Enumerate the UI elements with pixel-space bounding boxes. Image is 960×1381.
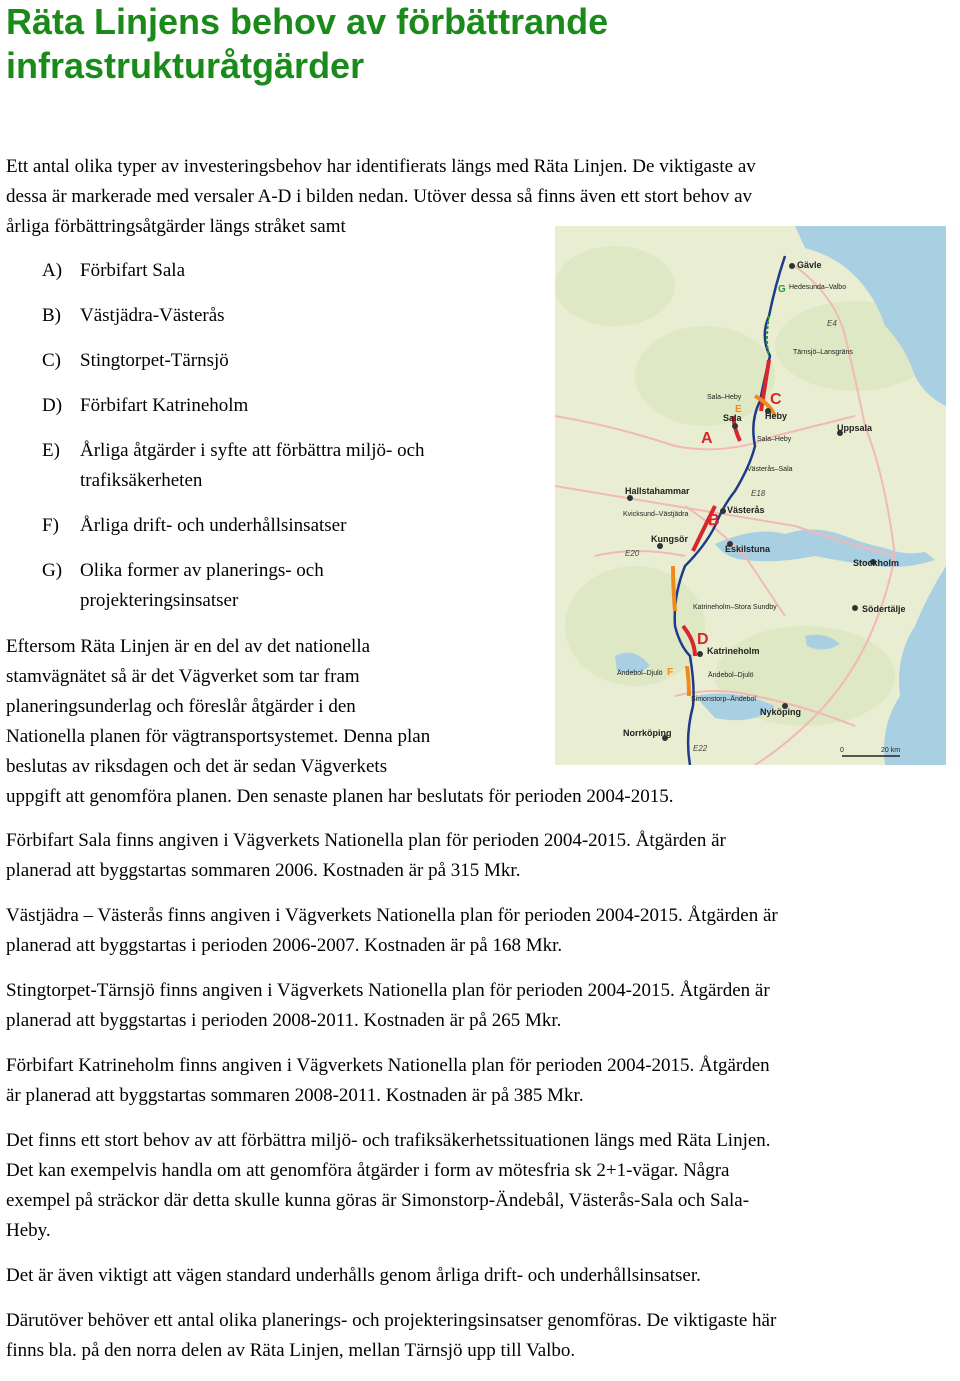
paragraph xyxy=(6,1261,956,1291)
label-salaheby-top: Sala–Heby xyxy=(707,394,742,401)
label-tarnsjo: Tärnsjö–Lansgräns xyxy=(793,349,853,356)
label-gavle: Gävle xyxy=(797,260,822,270)
list-text: Årliga åtgärder i syfte att förbättra miljö- och xyxy=(80,440,425,461)
road-e4: E4 xyxy=(827,319,837,328)
list-item xyxy=(42,256,522,286)
list-item xyxy=(42,346,522,376)
paragraph xyxy=(6,1306,956,1366)
paragraph-line: Stingtorpet-Tärnsjö finns angiven i Vägverkets Nationella plan för perioden 2004-2015. Åtgärden är xyxy=(6,980,770,1001)
label-simonstorp: Simonstorp–Ändebol xyxy=(691,696,756,703)
paragraph-line: Förbifart Sala finns angiven i Vägverkets Nationella plan för perioden 2004-2015. Åtgärden är xyxy=(6,830,726,851)
paragraph-line: Förbifart Katrineholm finns angiven i Vägverkets Nationella plan för perioden 2004-2015. Åtgärden xyxy=(6,1055,770,1076)
label-hallstahammar: Hallstahammar xyxy=(625,486,690,496)
paragraph-line: beslutas av riksdagen och det är sedan Vägverkets xyxy=(6,756,388,777)
label-katrineholm: Katrineholm xyxy=(707,646,760,656)
paragraph-line: planerad att byggstartas i perioden 2006-2007. Kostnaden är på 168 Mkr. xyxy=(6,935,563,956)
measures-list xyxy=(42,256,522,631)
list-text: Stingtorpet-Tärnsjö xyxy=(80,350,229,371)
list-letter: E) xyxy=(42,440,60,461)
list-item xyxy=(42,511,522,541)
label-eskilstuna: Eskilstuna xyxy=(725,544,771,554)
list-item xyxy=(42,391,522,421)
paragraph-line: stamvägnätet så är det Vägverket som tar fram xyxy=(6,666,360,687)
paragraph xyxy=(6,1126,956,1246)
label-sodertalje: Södertälje xyxy=(862,604,906,614)
list-text: Förbifart Katrineholm xyxy=(80,395,249,416)
label-hedesunda: Hedesunda–Valbo xyxy=(789,284,847,291)
paragraph-line: Nationella planen för vägtransportsystemet. Denna plan xyxy=(6,726,431,747)
label-andebol-djulo: Ändebol–Djulö xyxy=(617,670,663,677)
label-andebol-djulo2: Ändebol–Djulö xyxy=(708,672,754,679)
list-text: Årliga drift- och underhållsinsatser xyxy=(80,515,347,536)
label-vasteras: Västerås xyxy=(727,505,765,515)
list-letter: G) xyxy=(42,560,63,581)
scale-twenty: 20 km xyxy=(881,747,901,754)
label-kvicksund: Kvicksund–Västjädra xyxy=(623,511,689,518)
road-e18: E18 xyxy=(751,489,766,498)
list-letter: D) xyxy=(42,395,63,416)
route-map-svg xyxy=(555,226,946,765)
list-item xyxy=(42,301,522,331)
segment-f xyxy=(687,666,689,696)
marker-e: E xyxy=(735,404,742,415)
label-stockholm: Stockholm xyxy=(853,558,900,568)
body-paragraphs xyxy=(6,826,956,1381)
paragraph-line: Det kan exempelvis handla om att genomföra åtgärder i form av mötesfria sk 2+1-vägar. Några xyxy=(6,1160,730,1181)
paragraph-line: Heby. xyxy=(6,1220,51,1241)
paragraph-line: planerad att byggstartas i perioden 2008-2011. Kostnaden är på 265 Mkr. xyxy=(6,1010,562,1031)
title-line-1: Räta Linjens behov av förbättrande xyxy=(6,1,609,42)
paragraph-line: uppgift att genomföra planen. Den senaste planen har beslutats för perioden 2004-2015. xyxy=(6,786,674,807)
paragraph-line: Västjädra – Västerås finns angiven i Vägverkets Nationella plan för perioden 2004-2015. Åtgärden är xyxy=(6,905,778,926)
route-map xyxy=(555,226,946,765)
label-nykoping: Nyköping xyxy=(760,707,802,717)
list-text: Olika former av planerings- och xyxy=(80,560,324,581)
title-line-2: infrastrukturåtgärder xyxy=(6,45,365,86)
label-kungsor: Kungsör xyxy=(651,534,688,544)
road-e20: E20 xyxy=(625,549,640,558)
list-letter: B) xyxy=(42,305,61,326)
marker-d: D xyxy=(697,631,709,648)
marker-f: F xyxy=(667,667,674,678)
paragraph-line: Eftersom Räta Linjen är en del av det nationella xyxy=(6,636,371,657)
intro-line: årliga förbättringsåtgärder längs stråket samt xyxy=(6,216,346,237)
list-letter: C) xyxy=(42,350,61,371)
paragraph-line: exempel på sträckor där detta skulle kunna göras är Simonstorp-Ändebål, Västerås-Sala och Sala- xyxy=(6,1190,750,1211)
marker-b: B xyxy=(708,512,720,529)
paragraph-line: planerad att byggstartas sommaren 2006. Kostnaden är på 315 Mkr. xyxy=(6,860,521,881)
paragraph xyxy=(6,901,956,961)
label-salaheby-g: Sala–Heby xyxy=(757,436,792,443)
paragraph xyxy=(6,976,956,1036)
paragraph-line: finns bla. på den norra delen av Räta Linjen, mellan Tärnsjö upp till Valbo. xyxy=(6,1340,576,1361)
paragraph xyxy=(6,1051,956,1111)
segment-e xyxy=(673,566,675,611)
paragraph-line: Det finns ett stort behov av att förbättra miljö- och trafiksäkerhetssituationen längs med Räta Linjen. xyxy=(6,1130,771,1151)
label-sala: Sala xyxy=(723,413,742,423)
list-text: projekteringsinsatser xyxy=(80,590,239,611)
list-item xyxy=(42,556,522,616)
label-katrineholm-sundby: Katrineholm–Stora Sundby xyxy=(693,604,777,611)
page-title xyxy=(6,0,946,88)
list-letter: A) xyxy=(42,260,63,281)
paragraph xyxy=(6,826,956,886)
list-text: Västjädra-Västerås xyxy=(80,305,225,326)
label-norrkoping: Norrköping xyxy=(623,728,672,738)
scale-zero: 0 xyxy=(840,747,844,754)
marker-a: A xyxy=(701,430,713,447)
list-item xyxy=(42,436,522,496)
label-vasterassala: Västerås–Sala xyxy=(747,466,793,473)
marker-c: C xyxy=(770,391,782,408)
label-heby: Heby xyxy=(765,411,788,421)
paragraph-line: är planerad att byggstartas sommaren 2008-2011. Kostnaden är på 385 Mkr. xyxy=(6,1085,584,1106)
list-text: Förbifart Sala xyxy=(80,260,186,281)
paragraph-line: Det är även viktigt att vägen standard underhålls genom årliga drift- och underhållsinsatser. xyxy=(6,1265,701,1286)
label-uppsala: Uppsala xyxy=(837,423,873,433)
list-text: trafiksäkerheten xyxy=(80,470,203,491)
marker-g: G xyxy=(778,284,786,295)
intro-line: Ett antal olika typer av investeringsbehov har identifierats längs med Räta Linjen. De viktigaste av xyxy=(6,156,756,177)
paragraph-line: planeringsunderlag och föreslår åtgärder i den xyxy=(6,696,356,717)
paragraph-line: Därutöver behöver ett antal olika planerings- och projekteringsinsatser genomföras. De viktigaste här xyxy=(6,1310,777,1331)
list-letter: F) xyxy=(42,515,59,536)
road-e22: E22 xyxy=(693,744,708,753)
intro-line: dessa är markerade med versaler A-D i bilden nedan. Utöver dessa så finns även ett stort behov av xyxy=(6,186,753,207)
